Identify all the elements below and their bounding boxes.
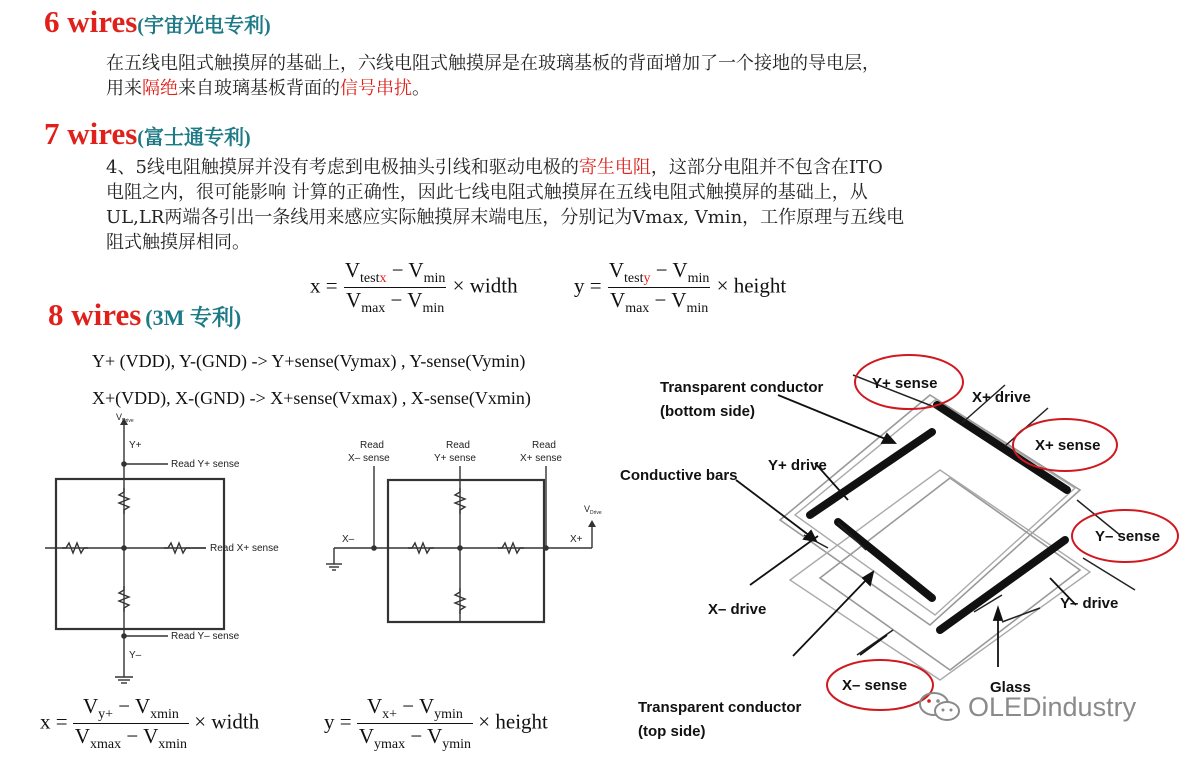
- label-xminus-sense: X– sense: [842, 677, 908, 694]
- watermark-text: OLEDindustry: [968, 691, 1137, 722]
- label-xplus-sense: X+ sense: [1035, 437, 1101, 454]
- sense-mapping-y: Y+ (VDD), Y-(GND) -> Y+sense(Vymax) , Y-sense(Vymin): [92, 351, 526, 371]
- c2-read1a: Read: [360, 440, 384, 451]
- p7-line3: UL,LR两端各引出一条线用来感应实际触摸屏末端电压，分别记为Vmax, Vmin，工作原理与五线电: [106, 207, 905, 228]
- svg-text:VDrive: $V_{Drive}$: [116, 412, 134, 424]
- watermark: [918, 690, 1136, 724]
- heading-6-sub: (宇宙光电专利): [137, 15, 271, 37]
- c2-read3a: Read: [532, 440, 556, 451]
- c1-read-yplus: Read Y+ sense: [171, 459, 240, 470]
- c2-read2b: Y+ sense: [434, 453, 476, 464]
- c1-read-xplus: Read X+ sense: [210, 543, 279, 554]
- heading-8-wires: [48, 297, 241, 333]
- heading-8-title: 8 wires: [48, 297, 142, 332]
- formula-8-x: x = $\frac{V_{y+} - V_{xmin}}{V_{xmax} - V_{xmin}}$ × width: [40, 694, 260, 753]
- c1-read-yminus: Read Y– sense: [171, 631, 240, 642]
- c2-read3b: X+ sense: [520, 453, 562, 464]
- wechat-icon: [918, 690, 962, 724]
- circuit-x-axis: [322, 432, 612, 647]
- p6-line2: 用来隔绝来自玻璃基板背面的信号串扰。: [106, 78, 430, 99]
- label-yplus-sense: Y+ sense: [872, 375, 938, 392]
- label-conductive-bars: Conductive bars: [620, 467, 738, 484]
- heading-7-wires: [44, 116, 251, 152]
- label-tc-top-side: (top side): [638, 723, 706, 740]
- paragraph-7-wires: [106, 155, 1186, 255]
- label-glass: Glass: [990, 679, 1031, 696]
- heading-7-sub: (富士通专利): [137, 127, 251, 149]
- c1-vdrive: V: [116, 412, 123, 422]
- p7-line2: 电阻之内，很可能影响 计算的正确性，因此七线电阻式触摸屏在五线电阻式触摸屏的基础上，从: [106, 182, 868, 203]
- label-tc-bottom: Transparent conductor: [660, 379, 824, 396]
- formula-8-y: y = $\frac{V_{x+} - V_{ymin}}{V_{ymax} - V_{ymin}}$ × height: [324, 694, 548, 753]
- heading-8-sub: (3M 专利): [145, 305, 242, 330]
- heading-6-title: 6 wires: [44, 4, 138, 39]
- p7-line4: 阻式触摸屏相同。: [106, 232, 250, 253]
- heading-6-wires: [44, 4, 271, 40]
- circuit-y-axis: [40, 412, 300, 687]
- c2-vdrive: V: [584, 504, 591, 514]
- label-xplus-drive: X+ drive: [972, 389, 1031, 406]
- p7-line1: 4、5线电阻触摸屏并没有考虑到电极抽头引线和驱动电极的寄生电阻，这部分电阻并不包含在ITO: [106, 157, 883, 178]
- label-tc-bottom-side: (bottom side): [660, 403, 755, 420]
- label-yminus-drive: Y– drive: [1060, 595, 1119, 612]
- heading-7-title: 7 wires: [44, 116, 138, 151]
- c1-yminus: Y–: [129, 650, 142, 661]
- svg-text:VDrive: $V_{Drive}$: [584, 504, 602, 516]
- sense-mapping-x: X+(VDD), X-(GND) -> X+sense(Vxmax) , X-sense(Vxmin): [92, 388, 531, 408]
- c2-xplus: X+: [570, 534, 583, 545]
- top-conductor-layer: [820, 478, 1080, 670]
- c2-read2a: Read: [446, 440, 470, 451]
- c2-read1b: X– sense: [348, 453, 390, 464]
- c2-xminus: X–: [342, 534, 355, 545]
- paragraph-6-wires: [106, 51, 1186, 101]
- label-yminus-sense: Y– sense: [1095, 528, 1161, 545]
- formula-7-x: x = $\frac{V_{testx} - V_{min}}{V_{max} - V_{min}}$ × width: [310, 258, 518, 317]
- formula-7-y: y = $\frac{V_{testy} - V_{min}}{V_{max} - V_{min}}$ × height: [574, 258, 787, 317]
- c1-yplus: Y+: [129, 440, 142, 451]
- label-xminus-drive: X– drive: [708, 601, 767, 618]
- label-yplus-drive: Y+ drive: [768, 457, 827, 474]
- label-tc-top: Transparent conductor: [638, 699, 802, 716]
- bar-xminus: [838, 522, 932, 598]
- p6-line1: 在五线电阻式触摸屏的基础上，六线电阻式触摸屏是在玻璃基板的背面增加了一个接地的导电层，: [106, 53, 880, 74]
